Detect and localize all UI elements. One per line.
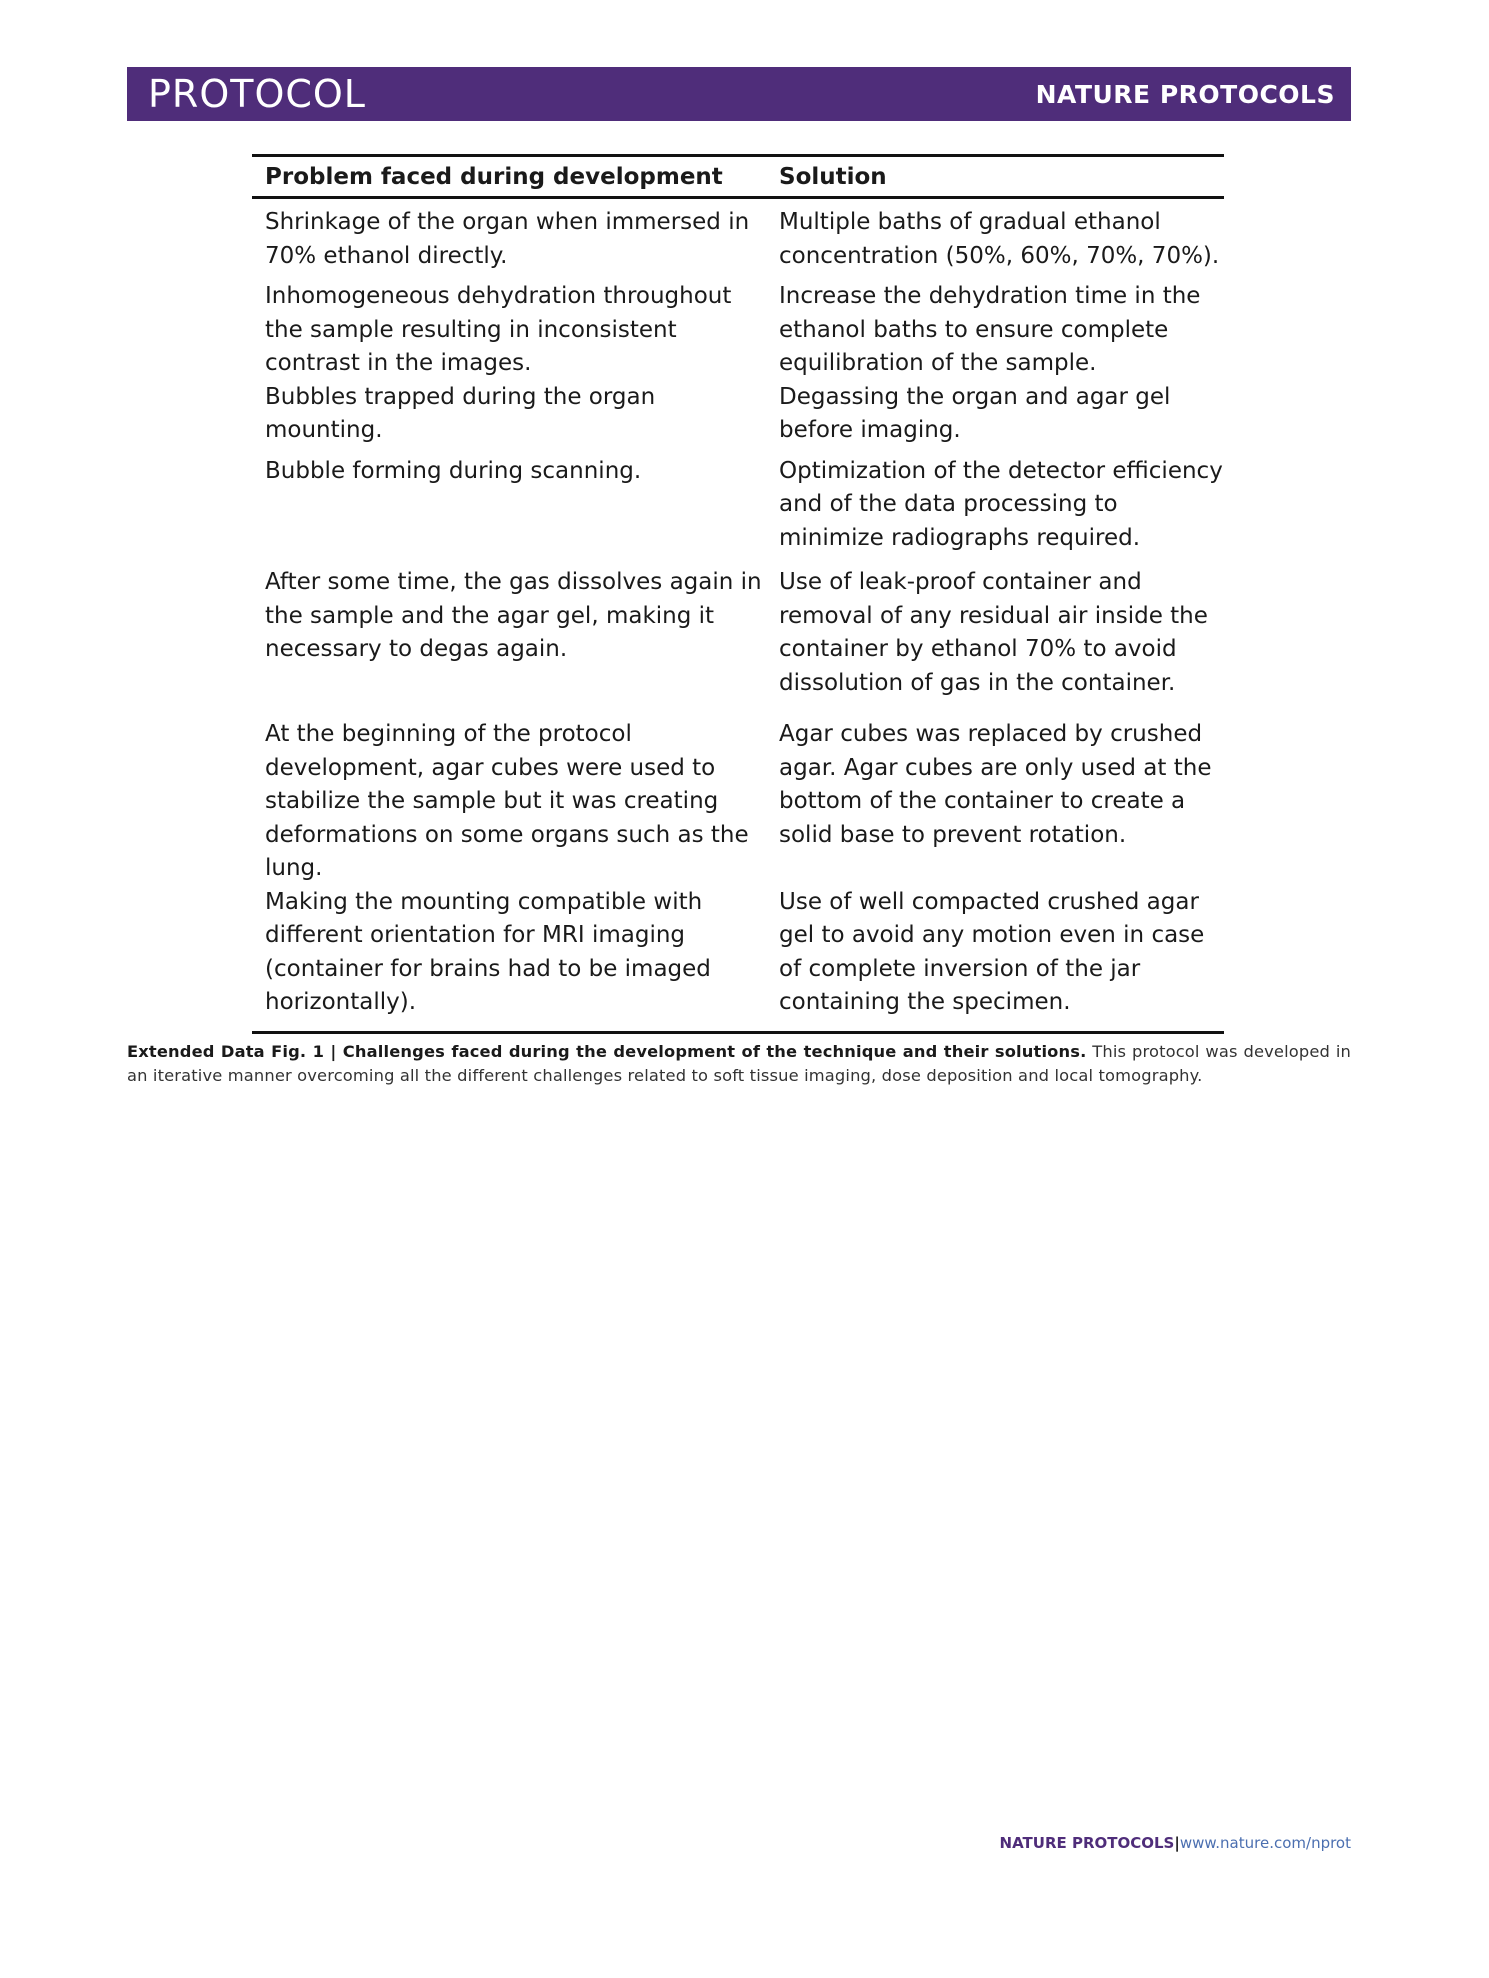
table-row (252, 711, 1224, 886)
solution-cell: Use of leak-proof container and removal of any residual air inside the container by ethanol 70% to avoid dissolution of gas in the container. (779, 569, 1208, 696)
solution-cell: Degassing the organ and agar gel before imaging. (779, 383, 1171, 443)
journal-name: NATURE PROTOCOLS (1035, 80, 1335, 109)
caption-text: This protocol was developed in an iterative manner overcoming all the different challenges related to soft tissue imaging, dose deposition and local tomography. (127, 1042, 1351, 1085)
problem-cell: Shrinkage of the organ when immersed in 70% ethanol directly. (265, 209, 750, 269)
table-row (252, 273, 1224, 381)
section-title: PROTOCOL (148, 72, 366, 116)
table-row (252, 448, 1224, 567)
solution-cell: Increase the dehydration time in the ethanol baths to ensure complete equilibration of the sample. (779, 283, 1201, 376)
solution-cell: Use of well compacted crushed agar gel to avoid any motion even in case of complete inversion of the jar containing the specimen. (766, 886, 1224, 1033)
page-footer (1000, 1833, 1351, 1853)
caption-label: Extended Data Fig. 1 | Challenges faced during the development of the technique and their solutions. (127, 1042, 1087, 1061)
footer-journal: NATURE PROTOCOLS (999, 1834, 1175, 1852)
table-row (252, 381, 1224, 448)
challenges-table (252, 154, 1224, 1034)
solution-cell: Optimization of the detector efficiency and of the data processing to minimize radiographs required. (779, 457, 1223, 551)
footer-separator: | (1174, 1834, 1180, 1852)
table-row (252, 886, 1224, 1033)
table-row (252, 198, 1224, 274)
column-header-problem: Problem faced during development (252, 156, 766, 198)
table-header-row (252, 156, 1224, 198)
problem-cell: Making the mounting compatible with different orientation for MRI imaging (container for brains had to be imaged horizontally). (252, 886, 766, 1033)
problem-cell: After some time, the gas dissolves again in the sample and the agar gel, making it necessary to degas again. (265, 569, 762, 662)
problem-cell: Bubble forming during scanning. (265, 457, 642, 484)
table-row (252, 566, 1224, 711)
solution-cell: Multiple baths of gradual ethanol concentration (50%, 60%, 70%, 70%). (779, 209, 1220, 269)
header-bar (127, 67, 1351, 121)
footer-url-link[interactable]: www.nature.com/nprot (1179, 1834, 1351, 1852)
problem-cell: Inhomogeneous dehydration throughout the sample resulting in inconsistent contrast in the images. (265, 283, 732, 376)
problem-cell: Bubbles trapped during the organ mounting. (265, 383, 656, 443)
column-header-solution: Solution (766, 156, 1224, 198)
figure-caption (127, 1040, 1351, 1088)
solution-cell: Agar cubes was replaced by crushed agar. Agar cubes are only used at the bottom of the container to create a solid base to prevent rotation. (779, 721, 1212, 848)
problem-cell: At the beginning of the protocol development, agar cubes were used to stabilize the sample but it was creating deformations on some organs such as the lung. (265, 721, 749, 881)
